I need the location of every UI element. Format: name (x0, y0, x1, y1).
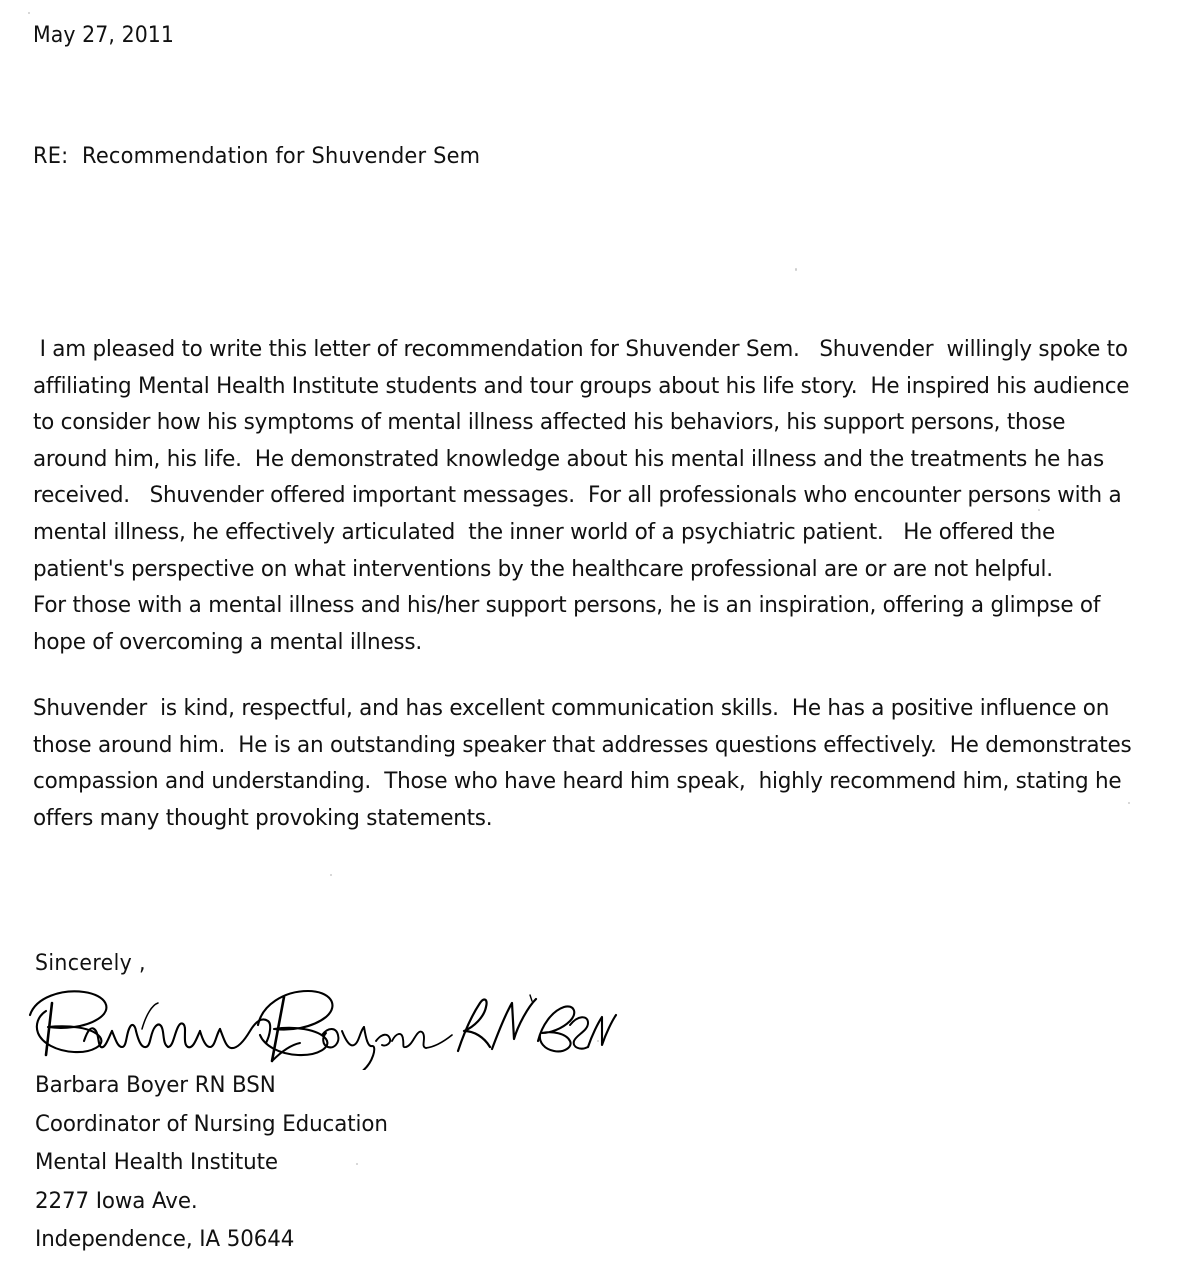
paragraph-line: I am pleased to write this letter of recommendation for Shuvender Sem. Shuvender willingly spoke to (33, 336, 1128, 362)
signature-block-line: 2277 Iowa Ave. (35, 1187, 198, 1214)
letter-closing: Sincerely , (35, 951, 146, 976)
signature-block-line: Independence, IA 50644 (35, 1226, 295, 1252)
signature-block-line: Mental Health Institute (35, 1149, 278, 1175)
signature-block (35, 1066, 635, 1259)
scan-speck (597, 1040, 599, 1042)
paragraph-line: compassion and understanding. Those who have heard him speak, highly recommend him, stating he (33, 768, 1122, 795)
handwritten-signature (22, 985, 622, 1070)
paragraph-line: patient's perspective on what interventions by the healthcare professional are or are not helpful. (33, 555, 1053, 582)
letter-paragraph-1 (33, 331, 1168, 660)
paragraph-line: Shuvender is kind, respectful, and has excellent communication skills. He has a positive influence on (33, 695, 1110, 721)
paragraph-line: affiliating Mental Health Institute students and tour groups about his life story. He inspired his audience (33, 372, 1130, 399)
paragraph-line: received. Shuvender offered important messages. For all professionals who encounter persons with a (33, 482, 1122, 509)
paragraph-line: mental illness, he effectively articulated the inner world of a psychiatric patient. He offered the (33, 518, 1055, 545)
scan-speck (795, 268, 797, 271)
scan-speck (28, 12, 30, 14)
letter-subject-line: RE: Recommendation for Shuvender Sem (33, 143, 481, 169)
paragraph-line: offers many thought provoking statements. (33, 804, 493, 831)
letter-date: May 27, 2011 (33, 23, 175, 48)
scan-speck (330, 874, 332, 876)
paragraph-line: to consider how his symptoms of mental illness affected his behaviors, his support persons, those (33, 409, 1066, 436)
signature-block-line: Coordinator of Nursing Education (35, 1110, 388, 1137)
signature-block-line: Barbara Boyer RN BSN (35, 1072, 276, 1098)
paragraph-line: hope of overcoming a mental illness. (33, 628, 422, 655)
paragraph-line: around him, his life. He demonstrated knowledge about his mental illness and the treatments he has (33, 445, 1104, 472)
paragraph-line: For those with a mental illness and his/her support persons, he is an inspiration, offering a glimpse of (33, 592, 1101, 619)
paragraph-line: those around him. He is an outstanding speaker that addresses questions effectively. He demonstrates (33, 731, 1132, 758)
letter-paragraph-2 (33, 690, 1168, 836)
